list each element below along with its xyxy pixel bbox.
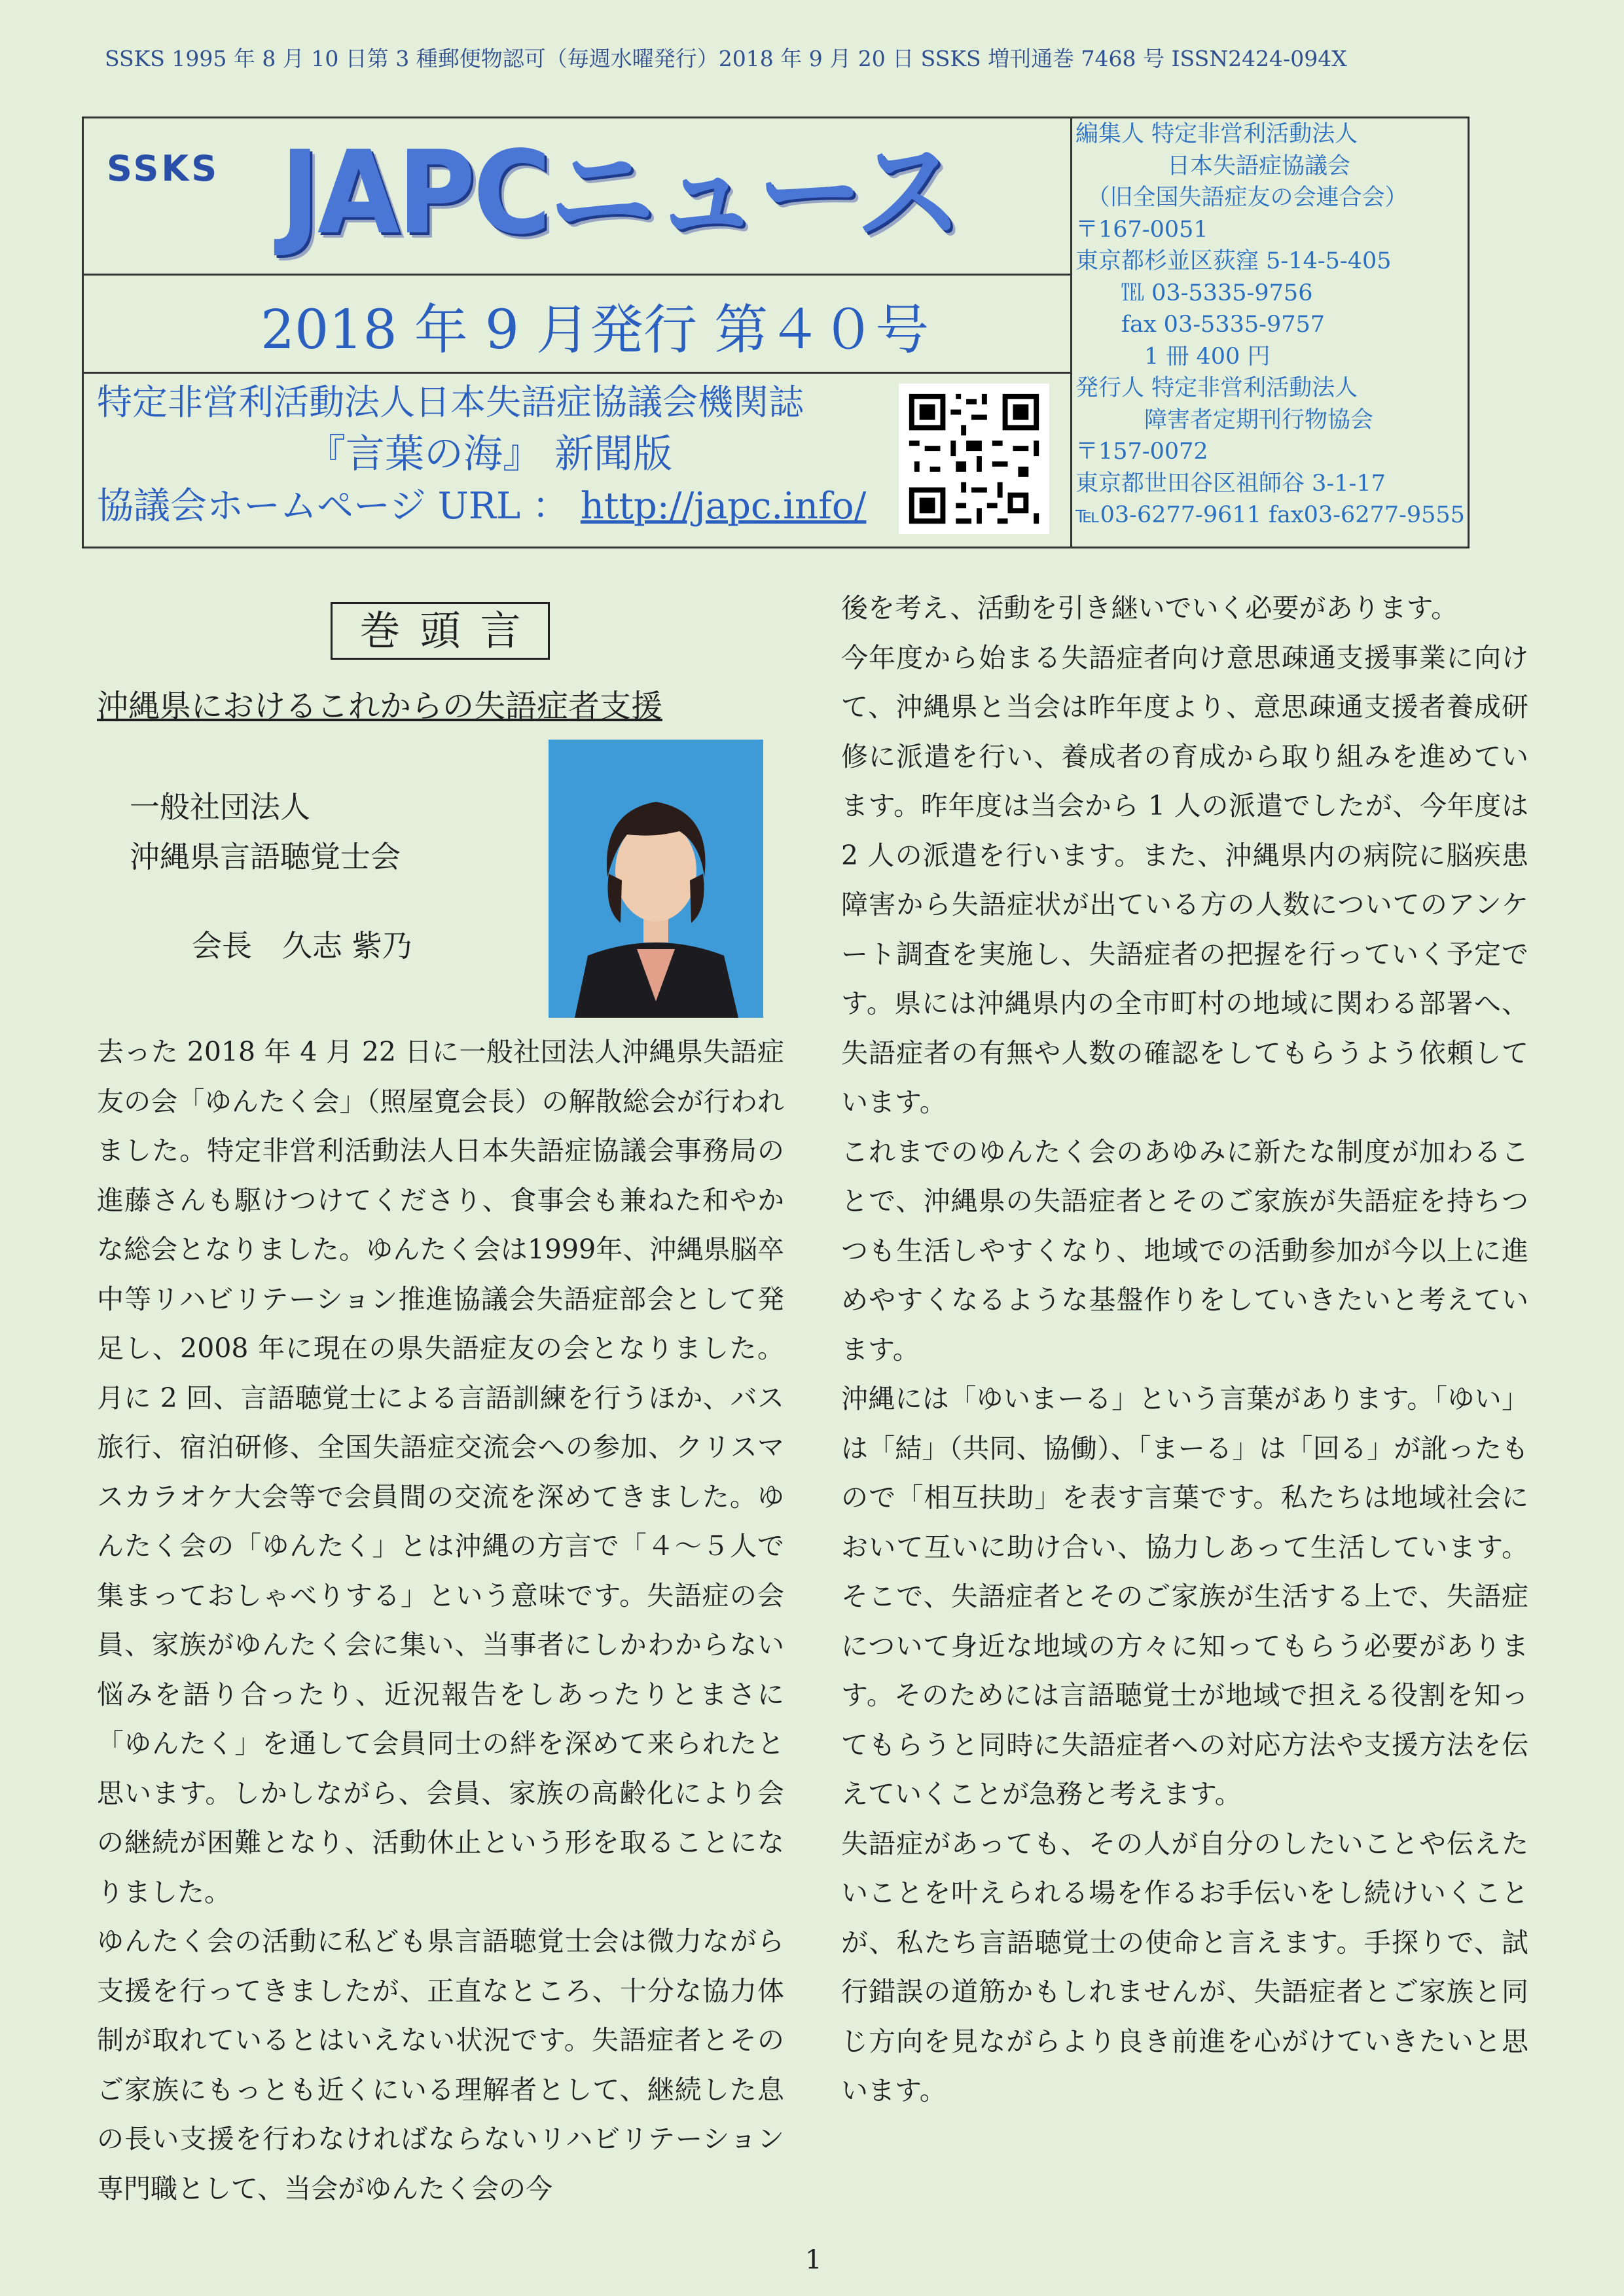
qr-code-icon	[899, 384, 1049, 534]
issue-row	[84, 276, 1070, 374]
article-paragraph: ゆんたく会の活動に私ども県言語聴覚士会は微力ながら支援を行ってきましたが、正直なところ、十分な協力体制が取れているとはいえない状況です。失語症者とそのご家族にもっとも近くにいる理解者として、継続した息の長い支援を行わなければならないリハビリテーション専門職として、当会がゆんたく会の今	[97, 1926, 784, 2204]
org-line-2: 『言葉の海』 新聞版	[306, 431, 673, 477]
logo-ssks: SSKS	[107, 148, 220, 189]
article-paragraph: 後を考え、活動を引き継いでいく必要があります。	[841, 592, 1458, 624]
masthead-title-area	[84, 118, 1072, 547]
article-paragraph: 失語症があっても、その人が自分のしたいことや伝えたいことを叶えられる場を作るお手伝いをし続けいくことが、私たち言語聴覚士の使命と言えます。手探りで、試行錯誤の道筋かもしれませんが、失語症者とご家族と同じ方向を見ながらより良き前進を心がけていきたいと思います。	[841, 1827, 1528, 2106]
org-line-1: 特定非営利活動法人日本失語症協議会機関誌	[97, 382, 804, 423]
publisher-line: 東京都杉並区荻窪 5-14-5-405	[1075, 248, 1392, 274]
author-org-2: 沖縄県言語聴覚士会	[130, 839, 401, 874]
article-heading: 巻頭言	[331, 602, 550, 660]
article-paragraph: 今年度から始まる失語症者向け意思疎通支援事業に向けて、沖縄県と当会は昨年度より、意思疎通支援者養成研修に派遣を行い、養成者の育成から取り組みを進めています。昨年度は当会から 1 人の派遣でしたが、今年度は 2 人の派遣を行います。また、沖縄県内の病院に脳疾患障害から失語症状が出ている方の人数についてのアンケート調査を実施し、失語症者の把握を行っていく予定です。県には沖縄県内の全市町村の地域に関わる部署へ、失語症者の有無や人数の確認をしてもらうよう依頼しています。	[841, 641, 1528, 1118]
article-left-column	[97, 1028, 784, 2214]
header-registration-line: SSKS 1995 年 8 月 10 日第 3 種郵便物認可（毎週水曜発行）2018 年 9 月 20 日 SSKS 増刊通巻 7468 号 ISSN2424-094X	[105, 46, 1347, 71]
publisher-info	[1075, 118, 1468, 547]
homepage-link[interactable]: http://japc.info/	[580, 485, 867, 528]
publisher-line: 編集人 特定非営利活動法人	[1075, 121, 1358, 147]
article-right-column	[841, 584, 1528, 2116]
publisher-line: 障害者定期刊行物協会	[1075, 406, 1374, 433]
page-number: 1	[805, 2245, 822, 2275]
publisher-line: 1 冊 400 円	[1075, 343, 1271, 370]
organization-block	[97, 377, 948, 533]
logo-row	[84, 118, 1070, 276]
publisher-line: 〒167-0051	[1075, 216, 1208, 243]
publisher-line: 発行人 特定非営利活動法人	[1075, 375, 1358, 401]
article-paragraph: 去った 2018 年 4 月 22 日に一般社団法人沖縄県失語症友の会「ゆんたく会」（照屋寛会長）の解散総会が行われました。特定非営利活動法人日本失語症協議会事務局の進藤さんも駆けつけてくださり、食事会も兼ねた和やかな総会となりました。ゆんたく会は1999年、沖縄県脳卒中等リハビリテーション推進協議会失語症部会として発足し、2008 年に現在の県失語症友の会となりました。月に 2 回、言語聴覚士による言語訓練を行うほか、バス旅行、宿泊研修、全国失語症交流会への参加、クリスマスカラオケ大会等で会員間の交流を深めてきました。ゆんたく会の「ゆんたく」とは沖縄の方言で「４～５人で集まっておしゃべりする」という意味です。失語症の会員、家族がゆんたく会に集い、当事者にしかわからない悩みを語り合ったり、近況報告をしあったりとまさに「ゆんたく」を通して会員同士の絆を深めて来られたと思います。しかしながら、会員、家族の高齢化により会の継続が困難となり、活動休止という形を取ることになりました。	[97, 1036, 784, 1908]
publisher-line: （旧全国失語症友の会連合会）	[1075, 185, 1408, 211]
author-name: 会長 久志 紫乃	[192, 928, 412, 963]
publisher-line: fax 03-5335-9757	[1075, 312, 1326, 338]
publisher-line: 日本失語症協議会	[1075, 152, 1351, 179]
publisher-line: 東京都世田谷区祖師谷 3-1-17	[1075, 470, 1386, 497]
article-paragraph: これまでのゆんたく会のあゆみに新たな制度が加わることで、沖縄県の失語症者とそのご家族が失語症を持ちつつも生活しやすくなり、地域での活動参加が今以上に進めやすくなるような基盤作りをしていきたいと考えています。	[841, 1136, 1528, 1365]
publisher-line: 〒157-0072	[1075, 439, 1208, 465]
author-block	[130, 782, 412, 971]
publisher-line: ℡03-6277-9611 fax03-6277-9555	[1075, 502, 1465, 528]
org-line-3	[97, 480, 948, 533]
publisher-line: ℡ 03-5335-9756	[1075, 279, 1313, 306]
author-portrait	[549, 740, 763, 1018]
masthead	[82, 117, 1470, 548]
author-org-1: 一般社団法人	[130, 789, 310, 825]
logo-japc-news: JAPCニュース	[280, 127, 960, 260]
url-prefix: 協議会ホームページ URL ：	[97, 485, 581, 528]
article-paragraph: 沖縄には「ゆいまーる」という言葉があります。「ゆい」は「結」（共同、協働）、「まーる」は「回る」が訛ったもので「相互扶助」を表す言葉です。私たちは地域社会において互いに助け合い、協力しあって生活しています。そこで、失語症者とそのご家族が生活する上で、失語症について身近な地域の方々に知ってもらう必要があります。そのためには言語聴覚士が地域で担える役割を知ってもらうと同時に失語症者への対応方法や支援方法を伝えていくことが急務と考えます。	[841, 1383, 1528, 1810]
article-subtitle: 沖縄県におけるこれからの失語症者支援	[97, 688, 663, 725]
issue-info: 2018 年 9 月発行 第４０号	[261, 299, 929, 361]
